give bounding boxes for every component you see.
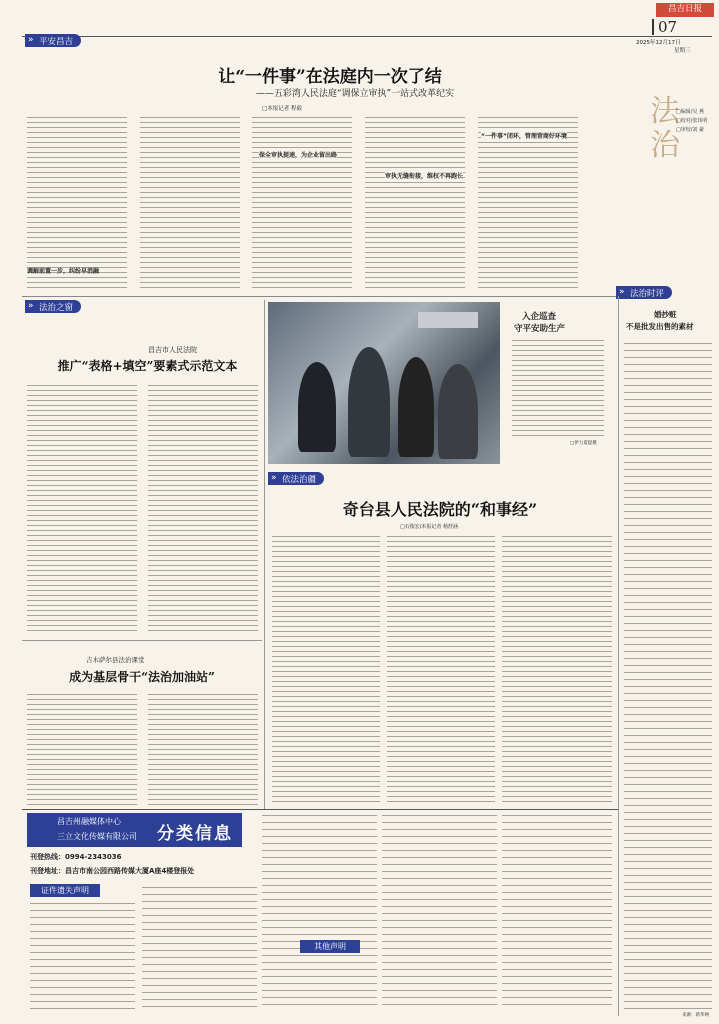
classified-org-2: 三立文化传媒有限公司 [57,832,137,841]
classified-list-1 [30,900,135,1010]
classified-list-4 [382,812,497,1010]
section-tag-rule-of-law: » 依法治疆 [268,472,324,485]
top-col-4 [365,115,465,290]
classified-address: 刊登地址：昌吉市南公园西路传媒大厦A座4楼登报处 [30,867,195,875]
photo-credit: □伊力夏提摄 [570,441,597,446]
brand-badge: 昌吉日报 [656,3,714,17]
qitai-col-3 [502,534,612,806]
top-subtitle: ——五彩湾人民法庭“调保立审执”一站式改革纪实 [255,89,455,99]
top-col-2 [140,115,240,290]
commentary-body [624,340,712,1010]
top-col-3 [252,115,352,290]
section-tag-window: » 法治之窗 [25,300,81,313]
top-headline: 让“一件事”在法庭内一次了结 [218,67,442,87]
mid-headline: 推广“表格+填空”要素式示范文本 [57,359,238,373]
weekday: 星期三 [674,48,691,54]
news-photo [268,302,500,464]
subhead-4: “一件事”闭环，管理营商好环境 [481,133,567,140]
section-title: 法治 [650,94,680,163]
photo-caption-box [502,302,612,464]
lost-certificate-tag: 证件遗失声明 [30,884,100,897]
lower-col-1 [27,692,137,807]
masthead [570,3,716,63]
photo-caption-title-2: 守平安助生产 [514,324,566,334]
qitai-col-1 [272,534,380,806]
editor-credits: □编辑/吴 燕 □校对/张玮明 □审校/刘 豪 [676,109,708,133]
classified-org-1: 昌吉州融媒体中心 [57,817,121,826]
lower-col-2 [148,692,258,807]
mid-kicker: 昌吉市人民法院 [148,346,197,354]
classified-banner [27,813,242,847]
commentary-source: 来源：新华网 [682,1013,709,1018]
top-byline: □本报记者 程毅 [262,106,302,112]
qitai-headline: 奇台县人民法院的“和事经” [342,500,538,519]
page-number: 07 [652,19,677,35]
lower-headline: 成为基层骨干“法治加油站” [69,670,215,684]
qitai-byline: □石俊宏/本报记者 杨舒涵 [400,524,458,530]
section-tag-safety: » 平安昌吉 [25,34,81,47]
classified-list-3 [262,812,377,1010]
lower-kicker: 吉木萨尔县法治课堂 [86,656,145,664]
subhead-1: 调解前置一步，纠纷早消融 [27,268,100,275]
other-statement-tag: 其他声明 [300,940,360,953]
classified-list-2 [142,884,257,1010]
section-tag-commentary: » 法治时评 [616,286,672,299]
top-col-5 [478,115,578,290]
commentary-title-2: 不是批发出售的素材 [626,322,694,331]
subhead-3: 审执无缝衔接，维权不再跑长 [385,173,464,180]
commentary-title-1: 婚抄赃 [654,310,677,319]
classified-list-5 [502,812,612,1010]
classified-phone: 刊登热线：0994-2343036 [30,853,122,861]
photo-caption-title-1: 入企巡查 [522,312,557,322]
top-col-1 [27,115,127,290]
subhead-2: 保全审执提速，为企业留出路 [259,152,338,159]
mid-col-2 [148,383,258,633]
mid-col-1 [27,383,137,633]
issue-date: 2025年12月17日 [636,40,681,46]
qitai-col-2 [387,534,495,806]
classified-title: 分类信息 [157,824,233,844]
